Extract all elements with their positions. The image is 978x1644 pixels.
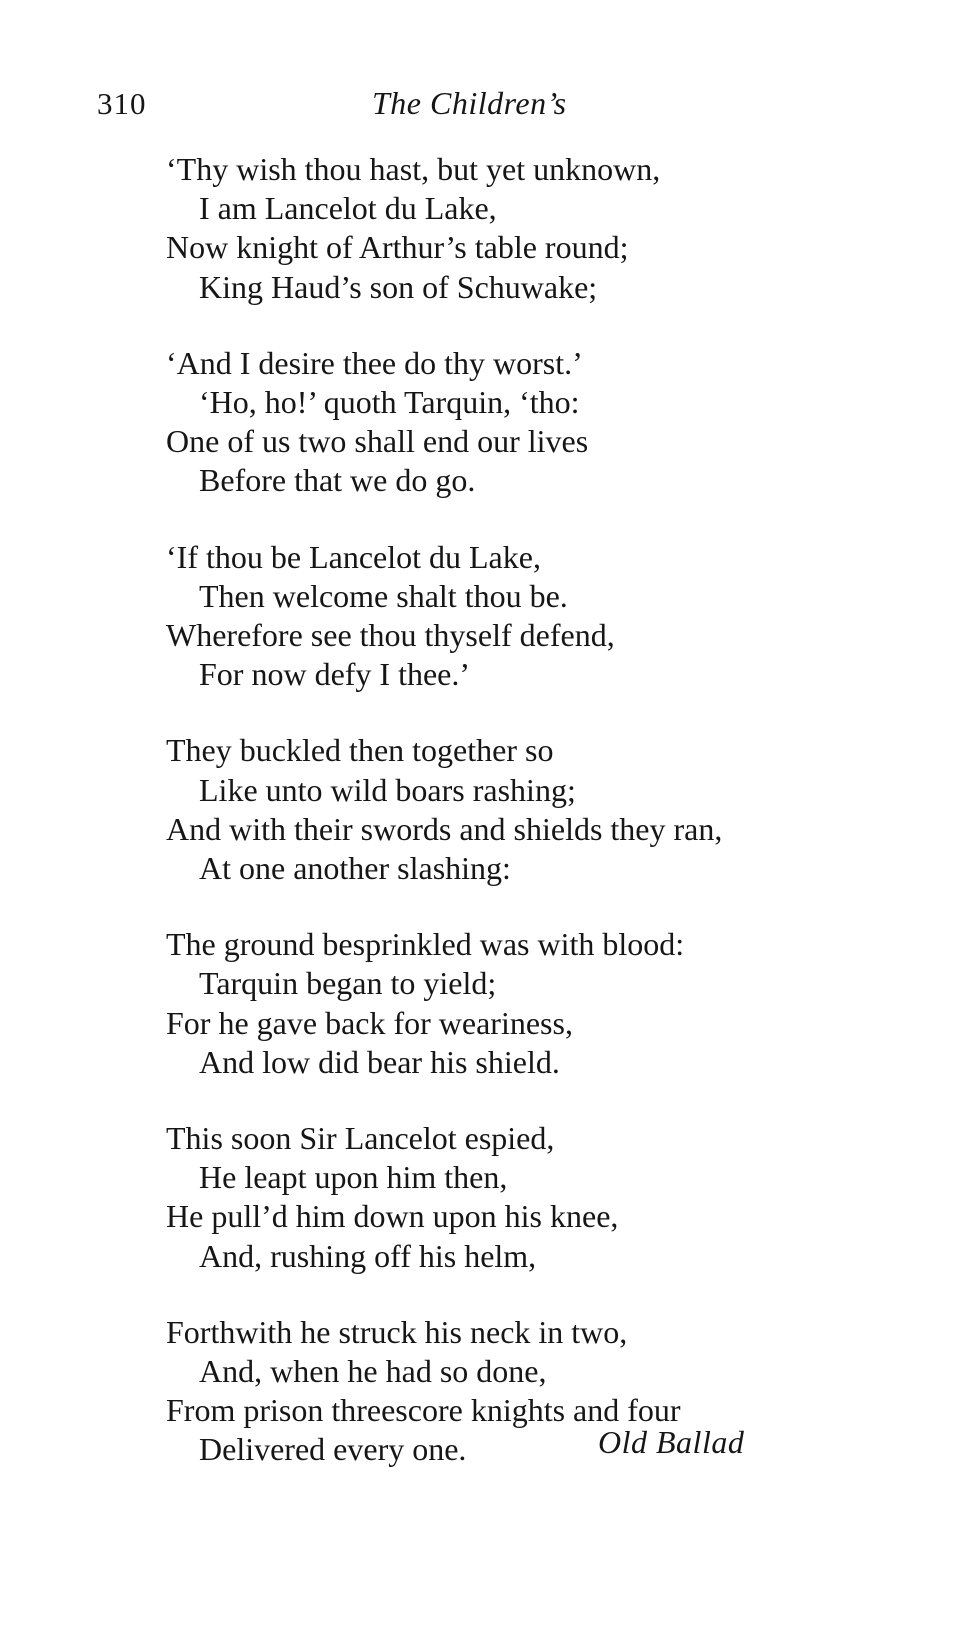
poem-line: ‘And I desire thee do thy worst.’: [166, 344, 583, 381]
poem-line: Like unto wild boars rashing;: [199, 771, 576, 808]
poem-line: Now knight of Arthur’s table round;: [166, 229, 629, 266]
poem-line: ‘Ho, ho!’ quoth Tarquin, ‘tho:: [199, 384, 580, 421]
poem-line: And, rushing off his helm,: [199, 1237, 537, 1274]
poem-line: Forthwith he struck his neck in two,: [166, 1313, 628, 1350]
poem-line: He pull’d him down upon his knee,: [166, 1198, 619, 1235]
poem-line: ‘Thy wish thou hast, but yet unknown,: [166, 151, 661, 187]
stanza-5: [166, 925, 866, 1082]
poem-line: And, when he had so done,: [199, 1353, 547, 1390]
poem-attribution: Old Ballad: [598, 1424, 745, 1460]
poem-line: At one another slashing:: [199, 850, 511, 887]
running-head: The Children’s: [372, 85, 567, 121]
poem-line: For now defy I thee.’: [199, 656, 471, 693]
poem-line: From prison threescore knights and four: [166, 1392, 681, 1429]
poem-line: One of us two shall end our lives: [166, 423, 589, 460]
poem-line: This soon Sir Lancelot espied,: [166, 1120, 555, 1157]
poem-line: For he gave back for weariness,: [166, 1004, 573, 1041]
page-number: 310: [97, 86, 147, 121]
stanza-3: [166, 538, 866, 695]
poem-line: Wherefore see thou thyself defend,: [166, 617, 615, 654]
poem-line: He leapt upon him then,: [199, 1159, 508, 1196]
poem-line: Then welcome shalt thou be.: [199, 577, 568, 614]
stanza-6: [166, 1119, 866, 1276]
poem: [166, 150, 866, 1507]
poem-line: The ground besprinkled was with blood:: [166, 926, 685, 963]
stanza-1: [166, 150, 866, 307]
stanza-7: [166, 1313, 866, 1470]
poem-line: And low did bear his shield.: [199, 1043, 560, 1080]
poem-line: They buckled then together so: [166, 732, 554, 769]
poem-line: Tarquin began to yield;: [199, 965, 497, 1002]
poem-line: And with their swords and shields they ran,: [166, 810, 723, 847]
poem-line: I am Lancelot du Lake,: [199, 190, 497, 227]
poem-line: ‘If thou be Lancelot du Lake,: [166, 538, 541, 575]
poem-line: King Haud’s son of Schuwake;: [199, 268, 598, 305]
stanza-4: [166, 731, 866, 888]
stanza-2: [166, 344, 866, 501]
poem-line: Delivered every one.: [199, 1431, 467, 1468]
poem-line: Before that we do go.: [199, 462, 476, 499]
